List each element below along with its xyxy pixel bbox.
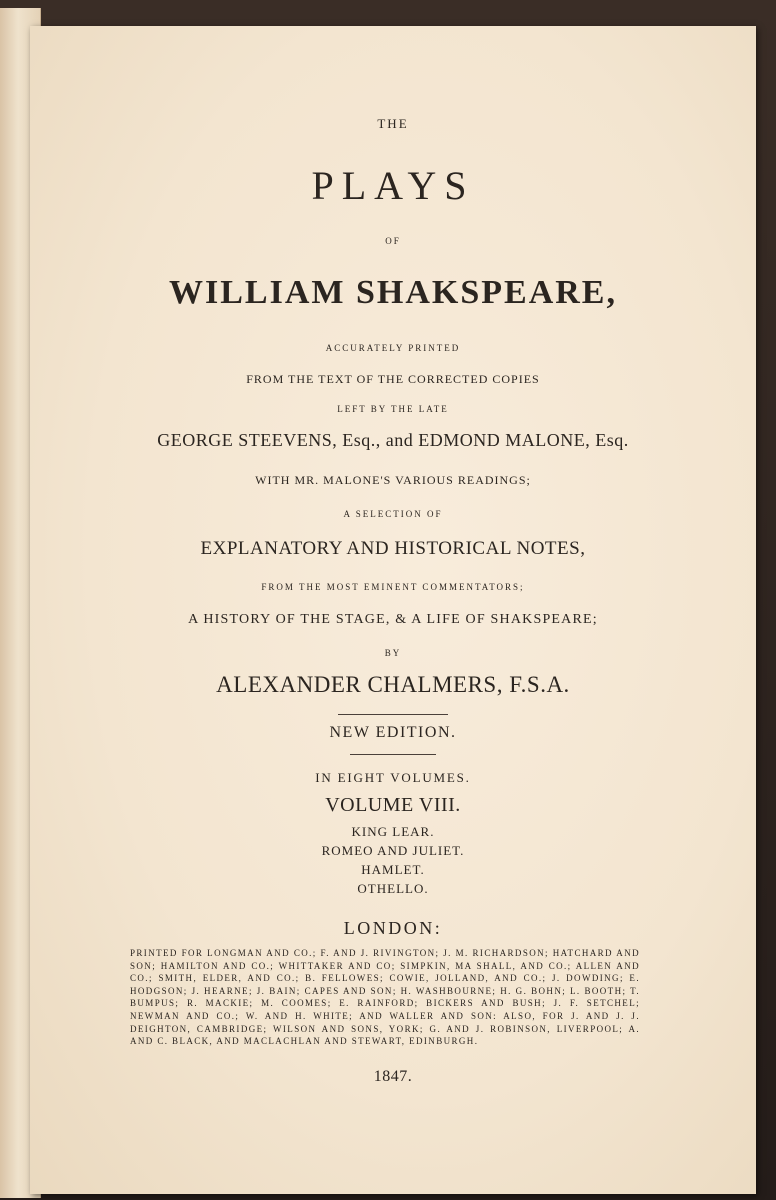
accurately-printed: ACCURATELY PRINTED — [325, 343, 461, 353]
place-london: LONDON: — [343, 918, 443, 938]
from-text: FROM THE TEXT OF THE CORRECTED COPIES — [246, 372, 540, 386]
heading-plays: PLAYS — [311, 163, 475, 208]
readings-line: WITH MR. MALONE'S VARIOUS READINGS; — [255, 473, 531, 487]
author-name: WILLIAM SHAKSPEARE, — [169, 274, 617, 311]
notes-line: EXPLANATORY AND HISTORICAL NOTES, — [200, 538, 586, 559]
play-4: OTHELLO. — [357, 881, 429, 896]
editors-line: GEORGE STEEVENS, Esq., and EDMOND MALONE, Esq. — [157, 430, 629, 450]
history-line: A HISTORY OF THE STAGE, & A LIFE OF SHAKSPEARE; — [188, 612, 598, 627]
commentators-line: FROM THE MOST EMINENT COMMENTATORS; — [261, 582, 525, 592]
edition-line: NEW EDITION. — [329, 724, 457, 741]
play-1: KING LEAR. — [351, 824, 435, 839]
publication-year: 1847. — [373, 1068, 413, 1085]
left-by: LEFT BY THE LATE — [337, 404, 449, 414]
editor-name: ALEXANDER CHALMERS, F.S.A. — [216, 672, 570, 697]
volumes-line: IN EIGHT VOLUMES. — [315, 770, 471, 785]
printers-imprint: PRINTED FOR LONGMAN AND CO.; F. AND J. RIVINGTON; J. M. RICHARDSON; HATCHARD AND SON; HAMILTON AND CO.; WHITTAKER AND CO; SIMPKIN, MA SHALL, AND CO.; ALLEN AND CO.; SMITH, ELDER, AND CO.; B. FELLOWES; COWIE, JOLLAND, AND CO.; J. DOWDING; E. HODGSON; J. HEARNE; J. BAIN; CAPES AND SON; H. WASHBOURNE; H. G. BOHN; L. BOOTH; T. BUMPUS; R. MACKIE; M. COOMES; E. RAINFORD; BICKERS AND BUSH; J. F. SETCHEL; NEWMAN AND CO.; W. AND H. WHITE; AND WALLER AND SON: ALSO, FOR J. AND J. J. DEIGHTON, CAMBRIDGE; WILSON AND SONS, YORK; G. AND J. ROBINSON, LIVERPOOL; A. AND C. BLACK, AND MACLACHLAN AND STEWART, EDINBURGH. — [130, 948, 640, 1047]
play-3: HAMLET. — [361, 862, 425, 877]
by-line: BY — [384, 648, 402, 658]
title-page-text — [30, 26, 756, 1194]
heading-the: THE — [377, 116, 409, 131]
volume-number: VOLUME VIII. — [325, 794, 461, 816]
selection-of: A SELECTION OF — [343, 509, 443, 519]
rule-bottom — [350, 754, 436, 755]
play-2: ROMEO AND JULIET. — [321, 843, 465, 858]
heading-of: OF — [385, 236, 401, 246]
rule-top — [338, 714, 448, 715]
